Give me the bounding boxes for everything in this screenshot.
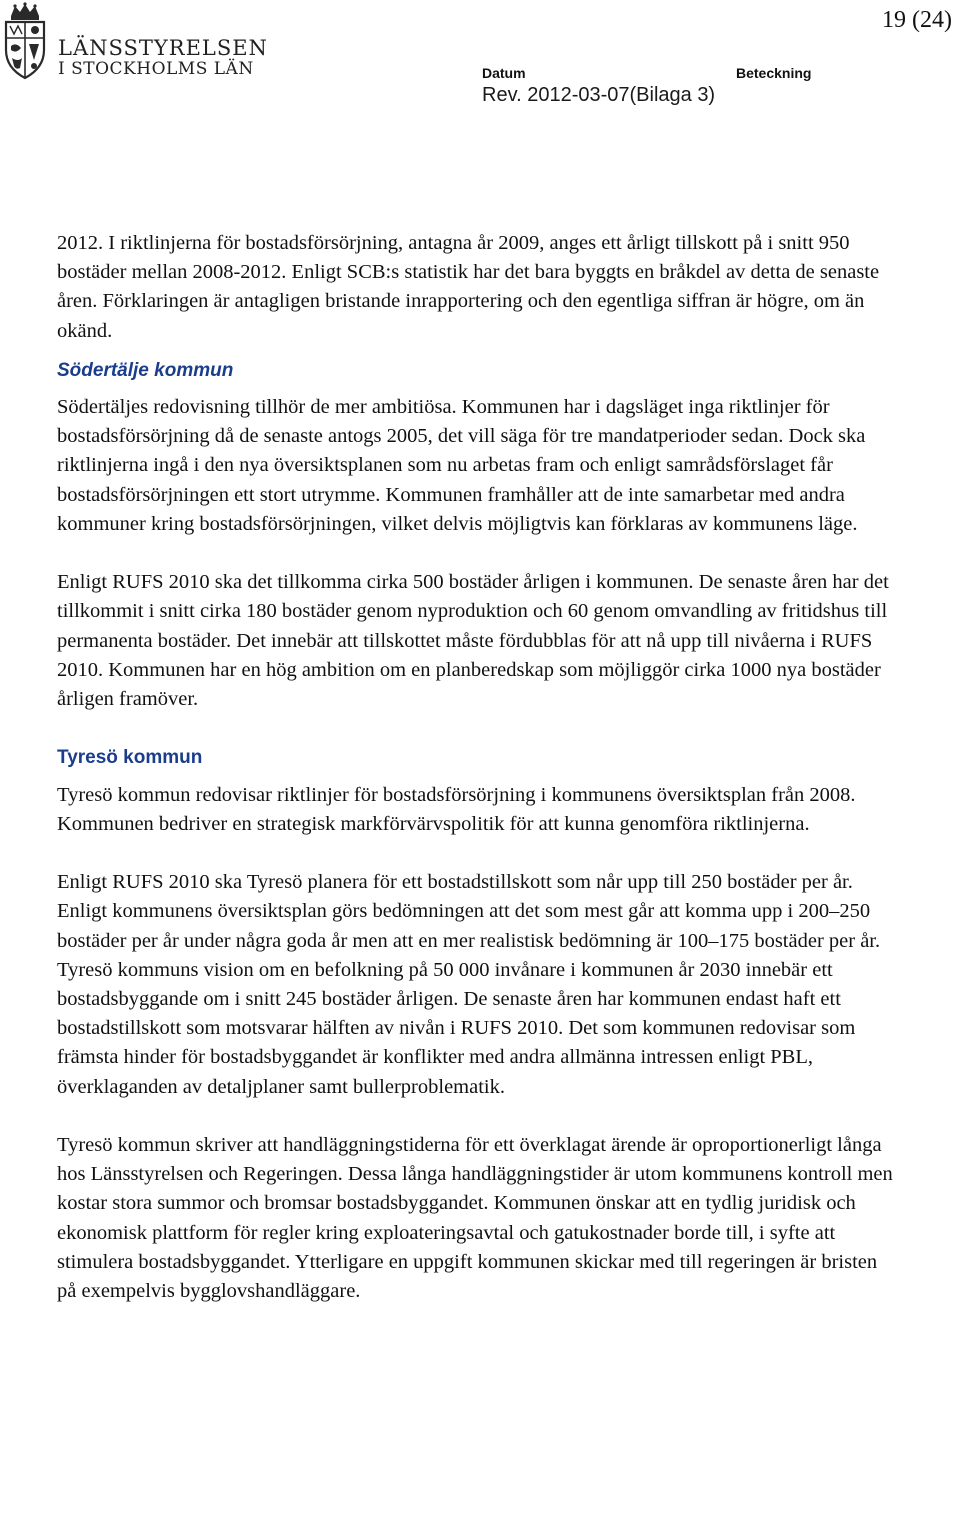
section-heading-tyreso: Tyresö kommun: [57, 747, 203, 769]
org-name: LÄNSSTYRELSEN: [58, 36, 268, 60]
paragraph: Södertäljes redovisning tillhör de mer ambitiösa. Kommunen har i dagsläget inga riktlinjer för bostadsförsörjning då de senaste antogs 2005, det vill säga för tre mandatperioder sedan. Dock ska riktlinjerna ingå i den nya översiktsplanen som nu arbetas fram och enligt samrådsförslaget får bostadsförsörjningen ett stort utrymme. Kommunen framhåller att de inte samarbetar med andra kommuner kring bostadsförsörjningen, vilket delvis möjligtvis kan förklaras av kommunens läge.: [57, 396, 866, 535]
paragraph: Enligt RUFS 2010 ska Tyresö planera för ett bostadstillskott som når upp till 250 bostäder per år. Enligt kommunens översiktsplan görs bedömningen att det som mest går att komma upp i 200–250 bostäder per år under några goda år men att en mer realistisk bedömning är 100–175 bostäder per år. Tyresö kommuns vision om en befolkning på 50 000 invånare i kommunen år 2030 innebär ett bostadsbyggande om i snitt 245 bostäder årligen. De senaste åren har kommunen endast haft ett bostadstillskott som motsvarar hälften av nivån i RUFS 2010. Det som kommunen redovisar som främsta hinder för bostadsbyggandet är konflikter med andra allmänna intressen enligt PBL, överklaganden av detaljplaner samt bullerproblematik.: [57, 871, 881, 1098]
intro-paragraph: 2012. I riktlinjerna för bostadsförsörjning, antagna år 2009, anges ett årligt tillskott på i snitt 950 bostäder mellan 2008-2012. Enligt SCB:s statistik har det bara byggts en bråkdel av detta de senaste åren. Förklaringen är antagligen bristande inrapportering och den egentliga siffran är högre, om än okänd.: [57, 232, 880, 342]
crest-icon: [2, 2, 48, 80]
page-number: 19 (24): [882, 7, 952, 33]
paragraph: Tyresö kommun skriver att handläggningstiderna för ett överklagat ärende är oproportionerligt långa hos Länsstyrelsen och Regeringen. Dessa långa handläggningstider är utom kommunens kontroll men kostar stora summor och bromsar bostadsbyggandet. Kommunen önskar att en tydlig juridisk och ekonomisk plattform för regler kring exploateringsavtal och gatukostnader borde till, i syfte att stimulera bostadsbyggandet. Ytterligare en uppgift kommunen skickar med till regeringen är bristen på exempelvis bygglovshandläggare.: [57, 1134, 893, 1303]
lansstyrelsen-logo: [2, 2, 268, 82]
paragraph: Tyresö kommun redovisar riktlinjer för bostadsförsörjning i kommunens översiktsplan från 2008. Kommunen bedriver en strategisk markförvärvspolitik för att kunna genomföra riktlinjerna.: [57, 783, 856, 835]
beteckning-label: Beteckning: [736, 65, 812, 81]
datum-label: Datum: [482, 65, 526, 81]
section-heading-sodertalje: Södertälje kommun: [57, 359, 234, 381]
org-subtitle: I STOCKHOLMS LÄN: [58, 59, 254, 79]
datum-value: Rev. 2012-03-07(Bilaga 3): [482, 84, 716, 106]
document-header: [0, 0, 960, 140]
paragraph: Enligt RUFS 2010 ska det tillkomma cirka 500 bostäder årligen i kommunen. De senaste åren har det tillkommit i snitt cirka 180 bostäder genom nyproduktion och 60 genom omvandling av fritidshus till permanenta bostäder. Det innebär att tillskottet måste fördubblas för att nå upp till nivåerna i RUFS 2010. Kommunen har en hög ambition om en planberedskap som möjliggör cirka 1000 nya bostäder årligen framöver.: [57, 571, 889, 711]
document-body: [57, 229, 897, 1335]
